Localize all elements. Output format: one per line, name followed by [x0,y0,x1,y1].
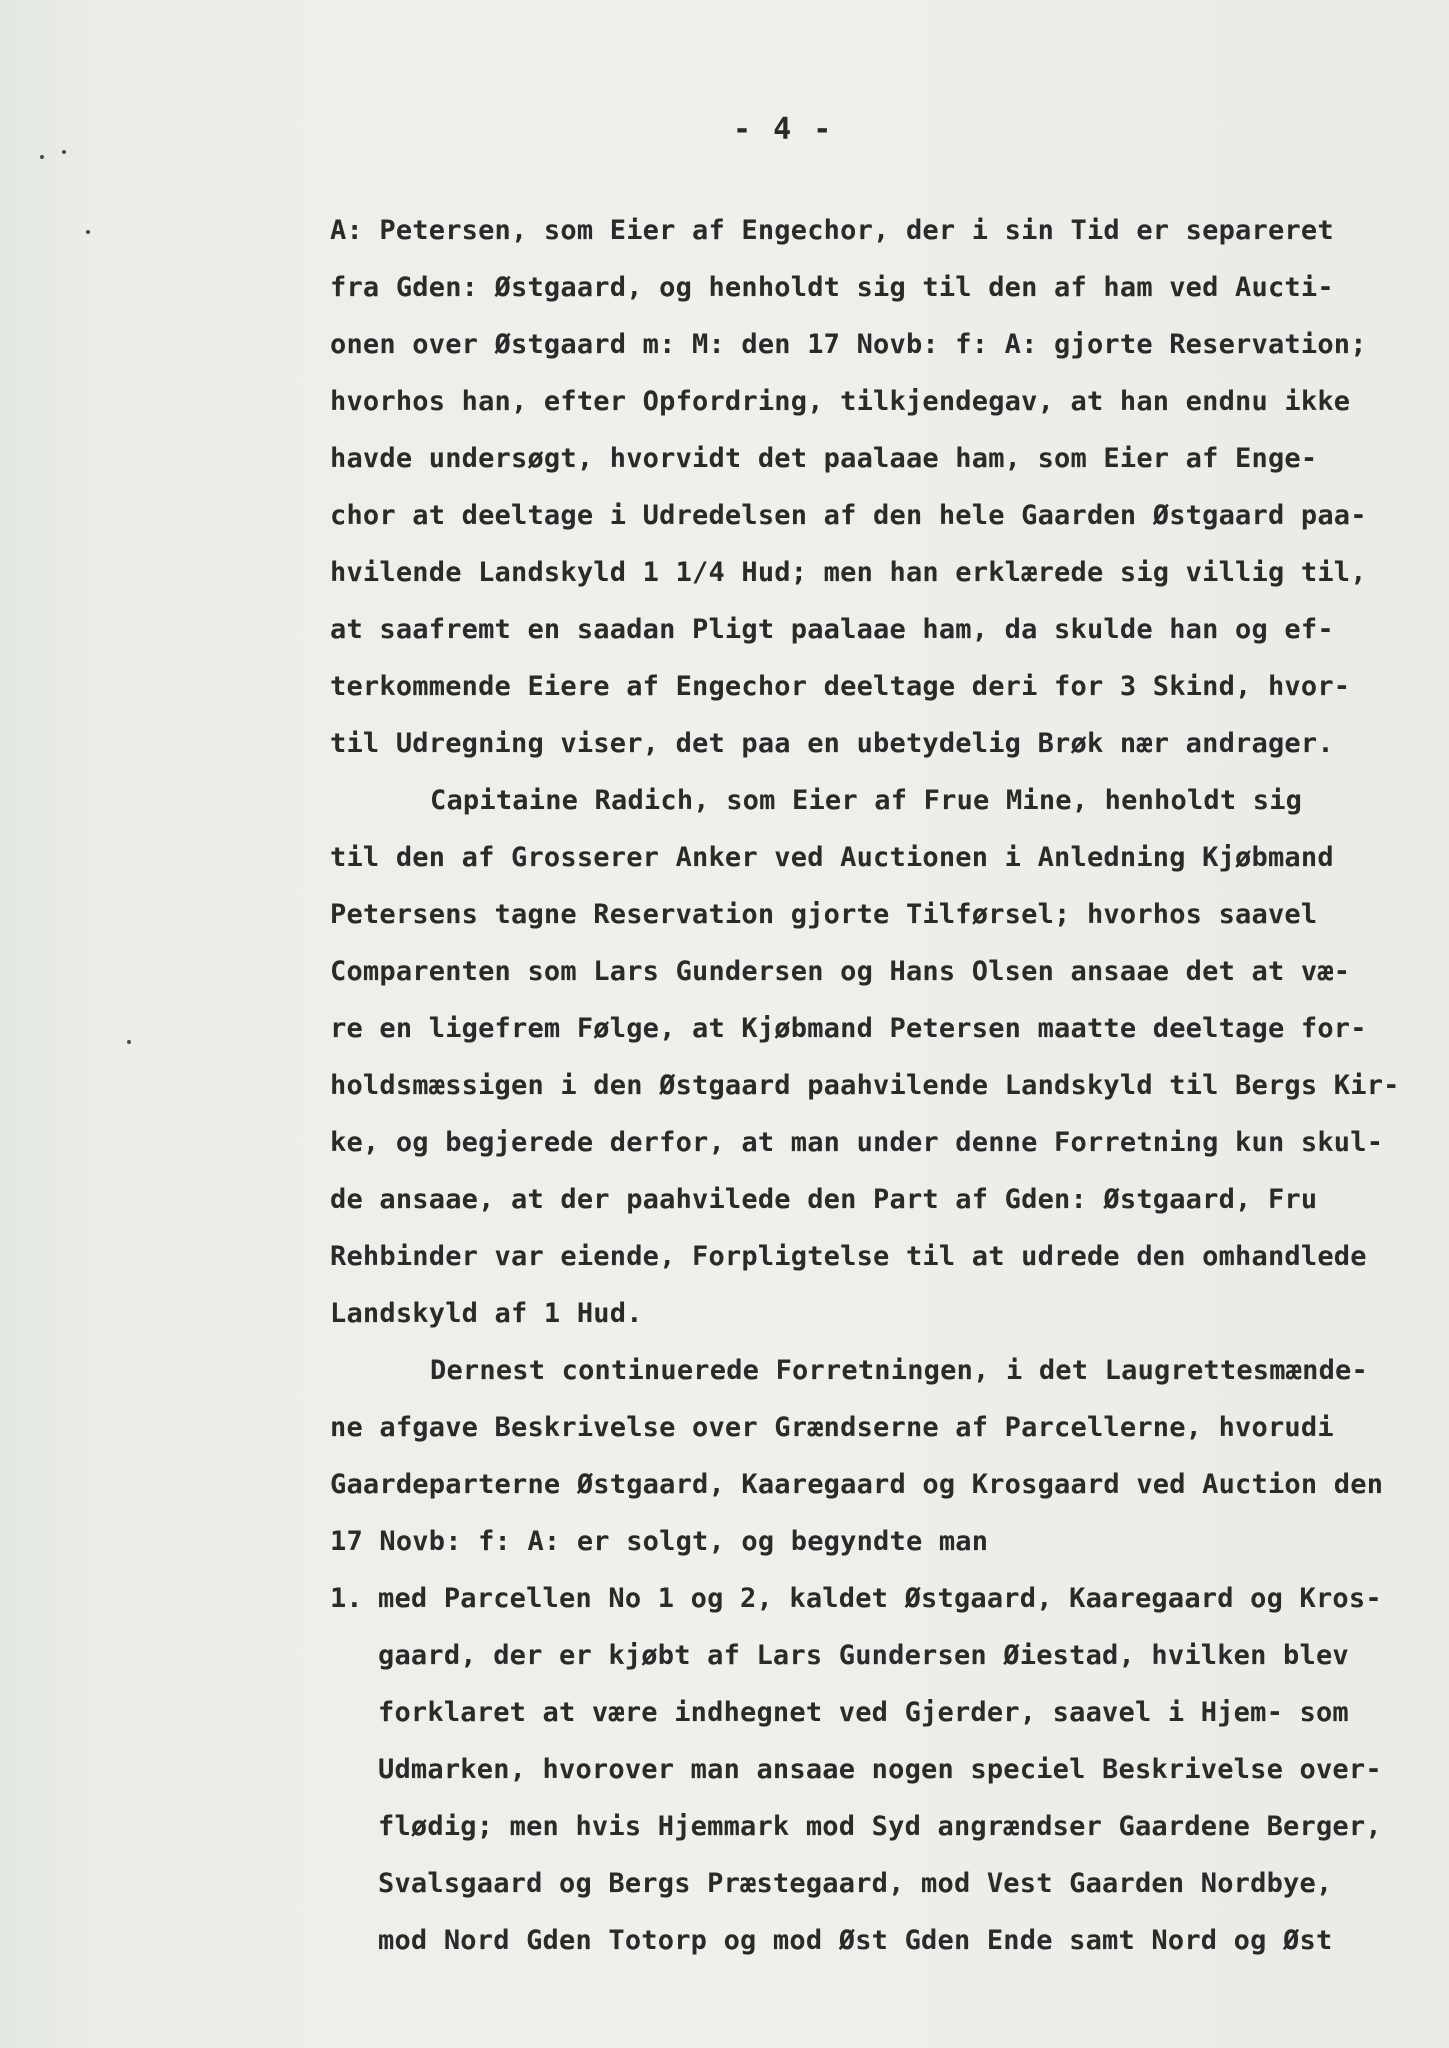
text-line: onen over Østgaard m: M: den 17 Novb: f: A: gjorte Reservation; [330,329,1367,360]
text-line: til Udregning viser, det paa en ubetydelig Brøk nær andrager. [330,728,1334,759]
text-line: de ansaae, at der paahvilede den Part af Gden: Østgaard, Fru [330,1184,1318,1215]
text-line: med Parcellen No 1 og 2, kaldet Østgaard, Kaaregaard og Kros- [378,1583,1382,1614]
text-line: Comparenten som Lars Gundersen og Hans Olsen ansaae det at væ- [330,956,1351,987]
text-line: ke, og begjerede derfor, at man under denne Forretning kun skul- [330,1127,1384,1158]
text-line: re en ligefrem Følge, at Kjøbmand Petersen maatte deeltage for- [330,1013,1367,1044]
text-line: gaard, der er kjøbt af Lars Gundersen Øiestad, hvilken blev [378,1640,1349,1671]
text-line: at saafremt en saadan Pligt paalaae ham, da skulde han og ef- [330,614,1334,645]
text-line: Gaardeparterne Østgaard, Kaaregaard og Krosgaard ved Auction den [330,1469,1384,1500]
text-line: Udmarken, hvorover man ansaae nogen speciel Beskrivelse over- [378,1754,1382,1785]
page-number: - 4 - [733,112,834,147]
text-line: hvilende Landskyld 1 1/4 Hud; men han erklærede sig villig til, [330,557,1367,588]
text-line: terkommende Eiere af Engechor deeltage deri for 3 Skind, hvor- [330,671,1351,702]
text-line: flødig; men hvis Hjemmark mod Syd angrændser Gaardene Berger, [378,1811,1382,1842]
text-line: chor at deeltage i Udredelsen af den hele Gaarden Østgaard paa- [330,500,1367,531]
margin-dot [127,1040,131,1044]
text-line: mod Nord Gden Totorp og mod Øst Gden Ende samt Nord og Øst [378,1925,1333,1956]
text-line: til den af Grosserer Anker ved Auctionen i Anledning Kjøbmand [330,842,1334,873]
text-line: holdsmæssigen i den Østgaard paahvilende Landskyld til Bergs Kir- [330,1070,1400,1101]
text-line: Svalsgaard og Bergs Præstegaard, mod Vest Gaarden Nordbye, [378,1868,1333,1899]
text-line: A: Petersen, som Eier af Engechor, der i sin Tid er separeret [330,215,1334,246]
text-line: Petersens tagne Reservation gjorte Tilførsel; hvorhos saavel [330,899,1318,930]
text-line: Dernest continuerede Forretningen, i det Laugrettesmænde- [430,1355,1368,1386]
text-line: Capitaine Radich, som Eier af Frue Mine, henholdt sig [430,785,1303,816]
text-line: Landskyld af 1 Hud. [330,1298,643,1329]
margin-dot [86,230,90,234]
text-line: 17 Novb: f: A: er solgt, og begyndte man [330,1526,989,1557]
text-line: havde undersøgt, hvorvidt det paalaae ham, som Eier af Enge- [330,443,1318,474]
text-line: fra Gden: Østgaard, og henholdt sig til den af ham ved Aucti- [330,272,1334,303]
text-line: forklaret at være indhegnet ved Gjerder, saavel i Hjem- som [378,1697,1349,1728]
text-line: Rehbinder var eiende, Forpligtelse til at udrede den omhandlede [330,1241,1367,1272]
margin-dot [62,150,66,154]
text-line: ne afgave Beskrivelse over Grændserne af Parcellerne, hvorudi [330,1412,1334,1443]
margin-dot [40,155,44,159]
text-line: hvorhos han, efter Opfordring, tilkjendegav, at han endnu ikke [330,386,1351,417]
list-marker: 1. [330,1583,363,1614]
